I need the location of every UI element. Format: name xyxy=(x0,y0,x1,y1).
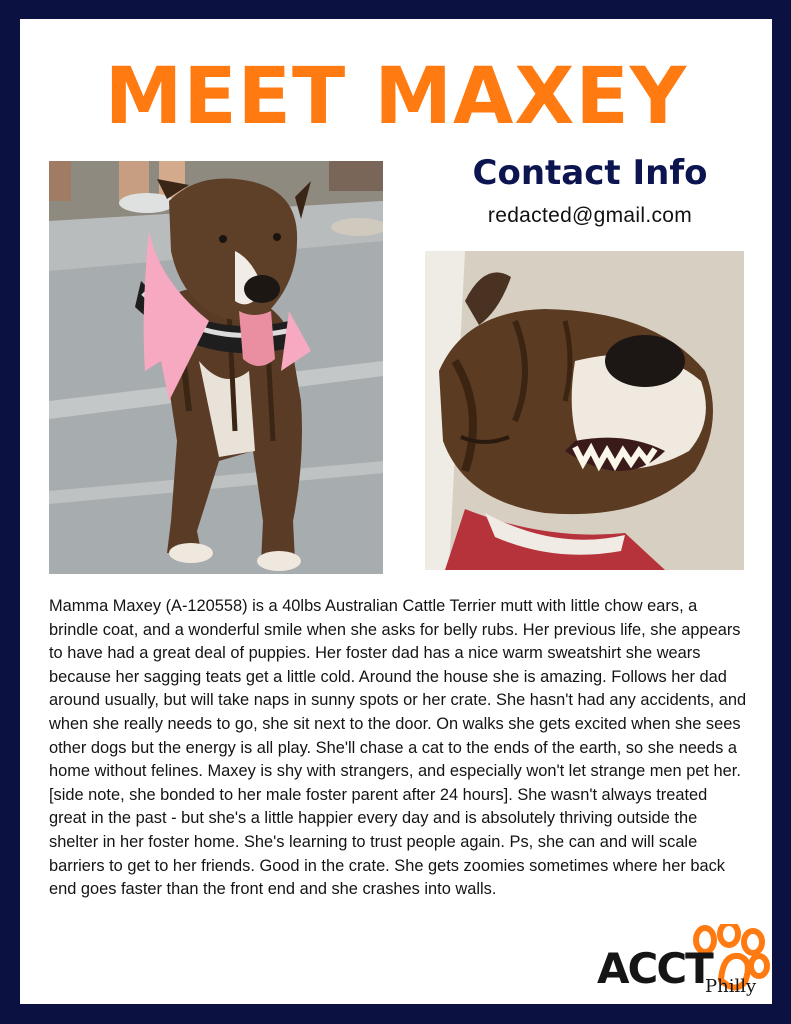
contact-email: redacted@gmail.com xyxy=(487,204,693,227)
page-title: MEET MAXEY xyxy=(104,52,688,142)
logo-acct-text: ACCT xyxy=(597,944,712,993)
dog-standing-photo xyxy=(49,161,383,574)
contact-heading: Contact Info xyxy=(472,153,708,193)
flyer-page xyxy=(20,19,772,1004)
dog-bio-text: Mamma Maxey (A-120558) is a 40lbs Australian Cattle Terrier mutt with little chow ears, a brindle coat, and a wonderful smile when she asks for belly rubs. Her previous life, she appears to have had a great deal of puppies. Her foster dad has a nice warm sweatshirt she wears because her sagging teats get a little cold. Around the house she is amazing. Follows her dad around usually, but will take naps in sunny spots or her crate. She hasn't had any accidents, and when she really needs to go, she sit next to the door. On walks she gets excited when she sees other dogs but the energy is all play. She'll chase a cat to the ends of the earth, so she needs a home without felines. Maxey is shy with strangers, and especially won't let strange men pet her. [side note, she bonded to her male foster parent after 24 hours]. She wasn't always treated great in the past - but she's a little happier every day and is absolutely thriving outside the shelter in her foster home. She's learning to trust people again. Ps, she can and will scale barriers to get to her friends. Good in the crate. She gets zoomies sometimes where her back end goes faster than the front end and she crashes into walls. xyxy=(49,597,747,899)
acct-philly-logo xyxy=(597,924,767,1000)
dog-closeup-photo xyxy=(425,251,744,570)
logo-philly-text: Philly xyxy=(705,976,757,997)
